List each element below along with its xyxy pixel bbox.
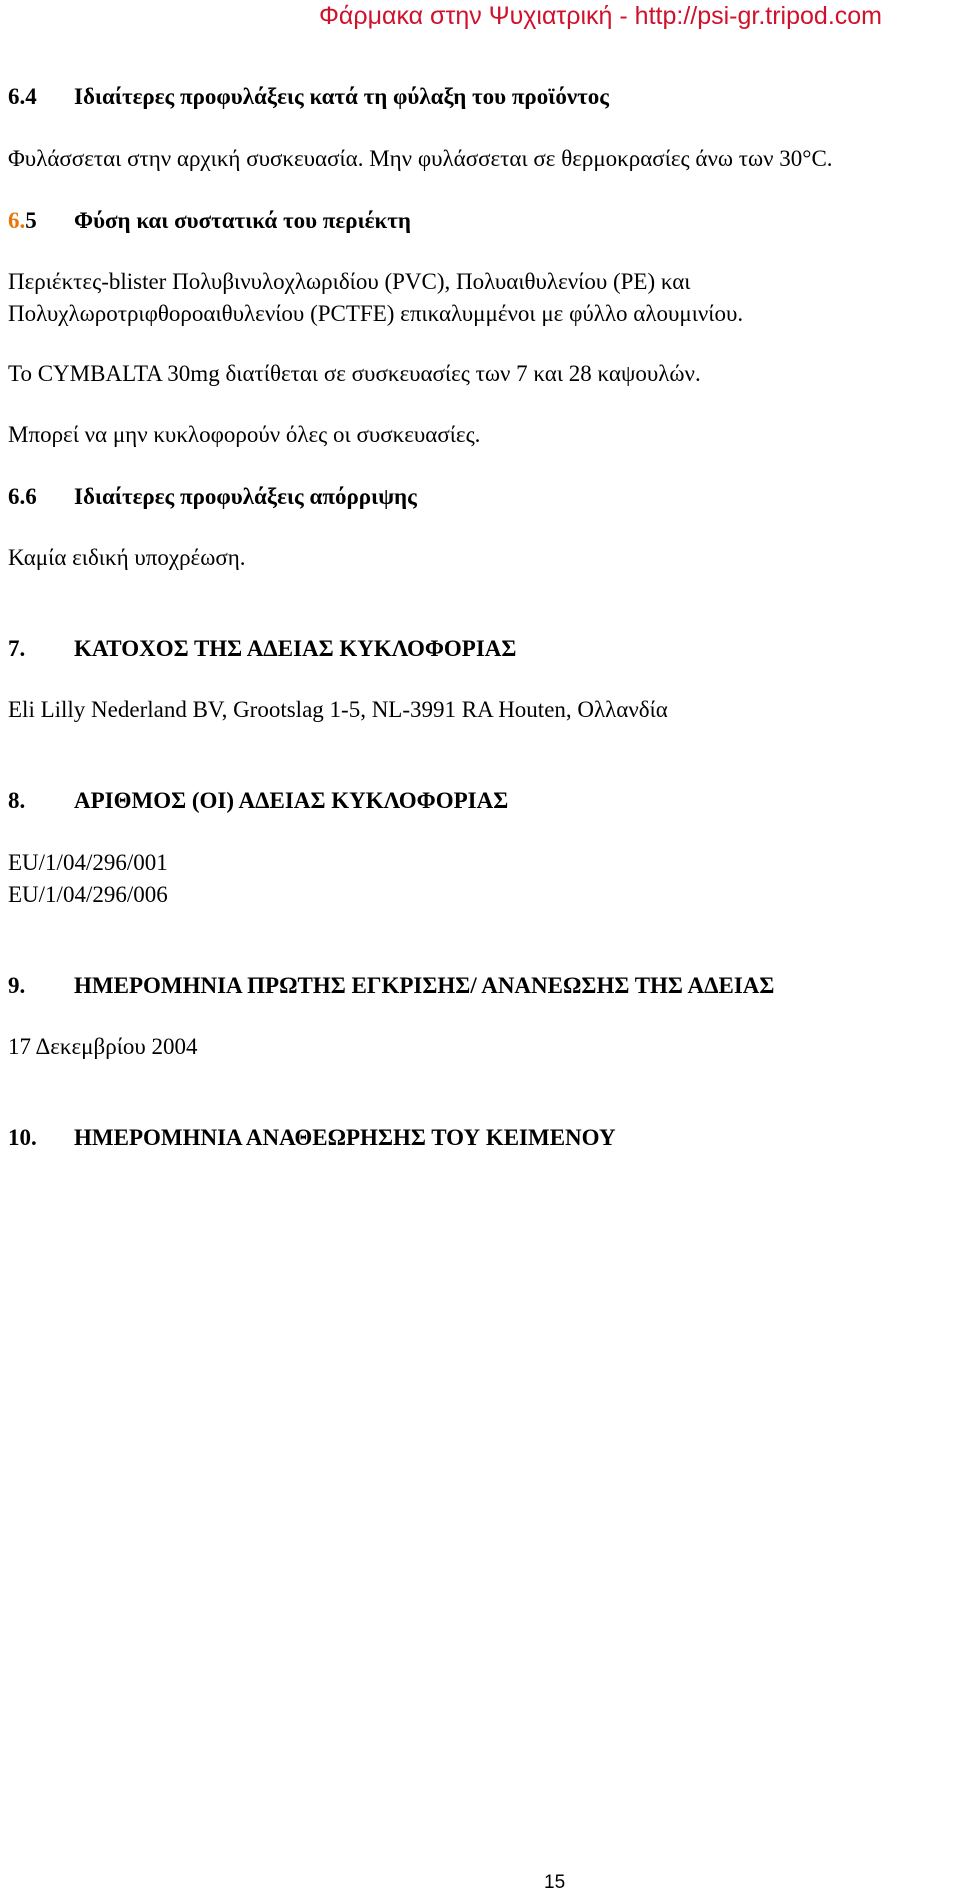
section-6-5-body-para3: Μπορεί να μην κυκλοφορούν όλες οι συσκευασίες. [8,422,481,447]
section-title: ΗΜΕΡΟΜΗΝΙΑ ΠΡΩΤΗΣ ΕΓΚΡΙΣΗΣ/ ΑΝΑΝΕΩΣΗΣ ΤΗΣ ΑΔΕΙΑΣ [74,973,775,998]
section-8-body-line2: EU/1/04/296/006 [8,882,168,907]
section-title: Φύση και συστατικά του περιέκτη [74,208,411,233]
section-6-6-body: Καμία ειδική υποχρέωση. [8,545,246,570]
page-number: 15 [544,1872,566,1893]
section-6-6-heading [8,484,417,510]
section-title: Ιδιαίτερες προφυλάξεις κατά τη φύλαξη του προϊόντος [74,84,609,109]
section-number-prefix: 6. [8,208,26,233]
section-number: 10. [8,1125,37,1150]
section-number: 6.4 [8,84,37,109]
section-8-body-line1: EU/1/04/296/001 [8,850,168,875]
section-6-4-heading [8,84,609,110]
section-number: 9. [8,973,26,998]
section-title: ΗΜΕΡΟΜΗΝΙΑ ΑΝΑΘΕΩΡΗΣΗΣ ΤΟΥ ΚΕΙΜΕΝΟΥ [74,1125,616,1150]
section-number: 7. [8,636,26,661]
section-number-suffix: 5 [25,208,37,233]
section-number: 6.6 [8,484,37,509]
section-8-heading [8,788,508,814]
section-title: ΑΡΙΘΜΟΣ (ΟΙ) ΑΔΕΙΑΣ ΚΥΚΛΟΦΟΡΙΑΣ [74,788,509,813]
section-6-5-body-para2: Το CYMBALTA 30mg διατίθεται σε συσκευασίες των 7 και 28 καψουλών. [8,361,701,386]
section-6-5-body-line1: Περιέκτες-blister Πολυβινυλοχλωριδίου (PVC), Πολυαιθυλενίου (PE) και [8,269,691,294]
section-7-heading [8,636,516,662]
section-number [8,208,74,234]
section-title: Ιδιαίτερες προφυλάξεις απόρριψης [74,484,417,509]
section-9-heading [8,973,774,999]
section-7-body: Eli Lilly Nederland BV, Grootslag 1-5, NL-3991 RA Houten, Ολλανδία [8,697,668,722]
section-10-heading [8,1125,616,1151]
section-9-body: 17 Δεκεμβρίου 2004 [8,1034,198,1059]
section-number: 8. [8,788,26,813]
section-6-4-body: Φυλάσσεται στην αρχική συσκευασία. Μην φυλάσσεται σε θερμοκρασίες άνω των 30°C. [8,146,833,171]
section-6-5-body-line2: Πολυχλωροτριφθοροαιθυλενίου (PCTFE) επικαλυμμένοι με φύλλο αλουμινίου. [8,301,744,326]
site-header: Φάρμακα στην Ψυχιατρική - http://psi-gr.tripod.com [318,2,882,30]
section-title: ΚΑΤΟΧΟΣ ΤΗΣ ΑΔΕΙΑΣ ΚΥΚΛΟΦΟΡΙΑΣ [74,636,517,661]
section-6-5-heading [8,208,411,234]
